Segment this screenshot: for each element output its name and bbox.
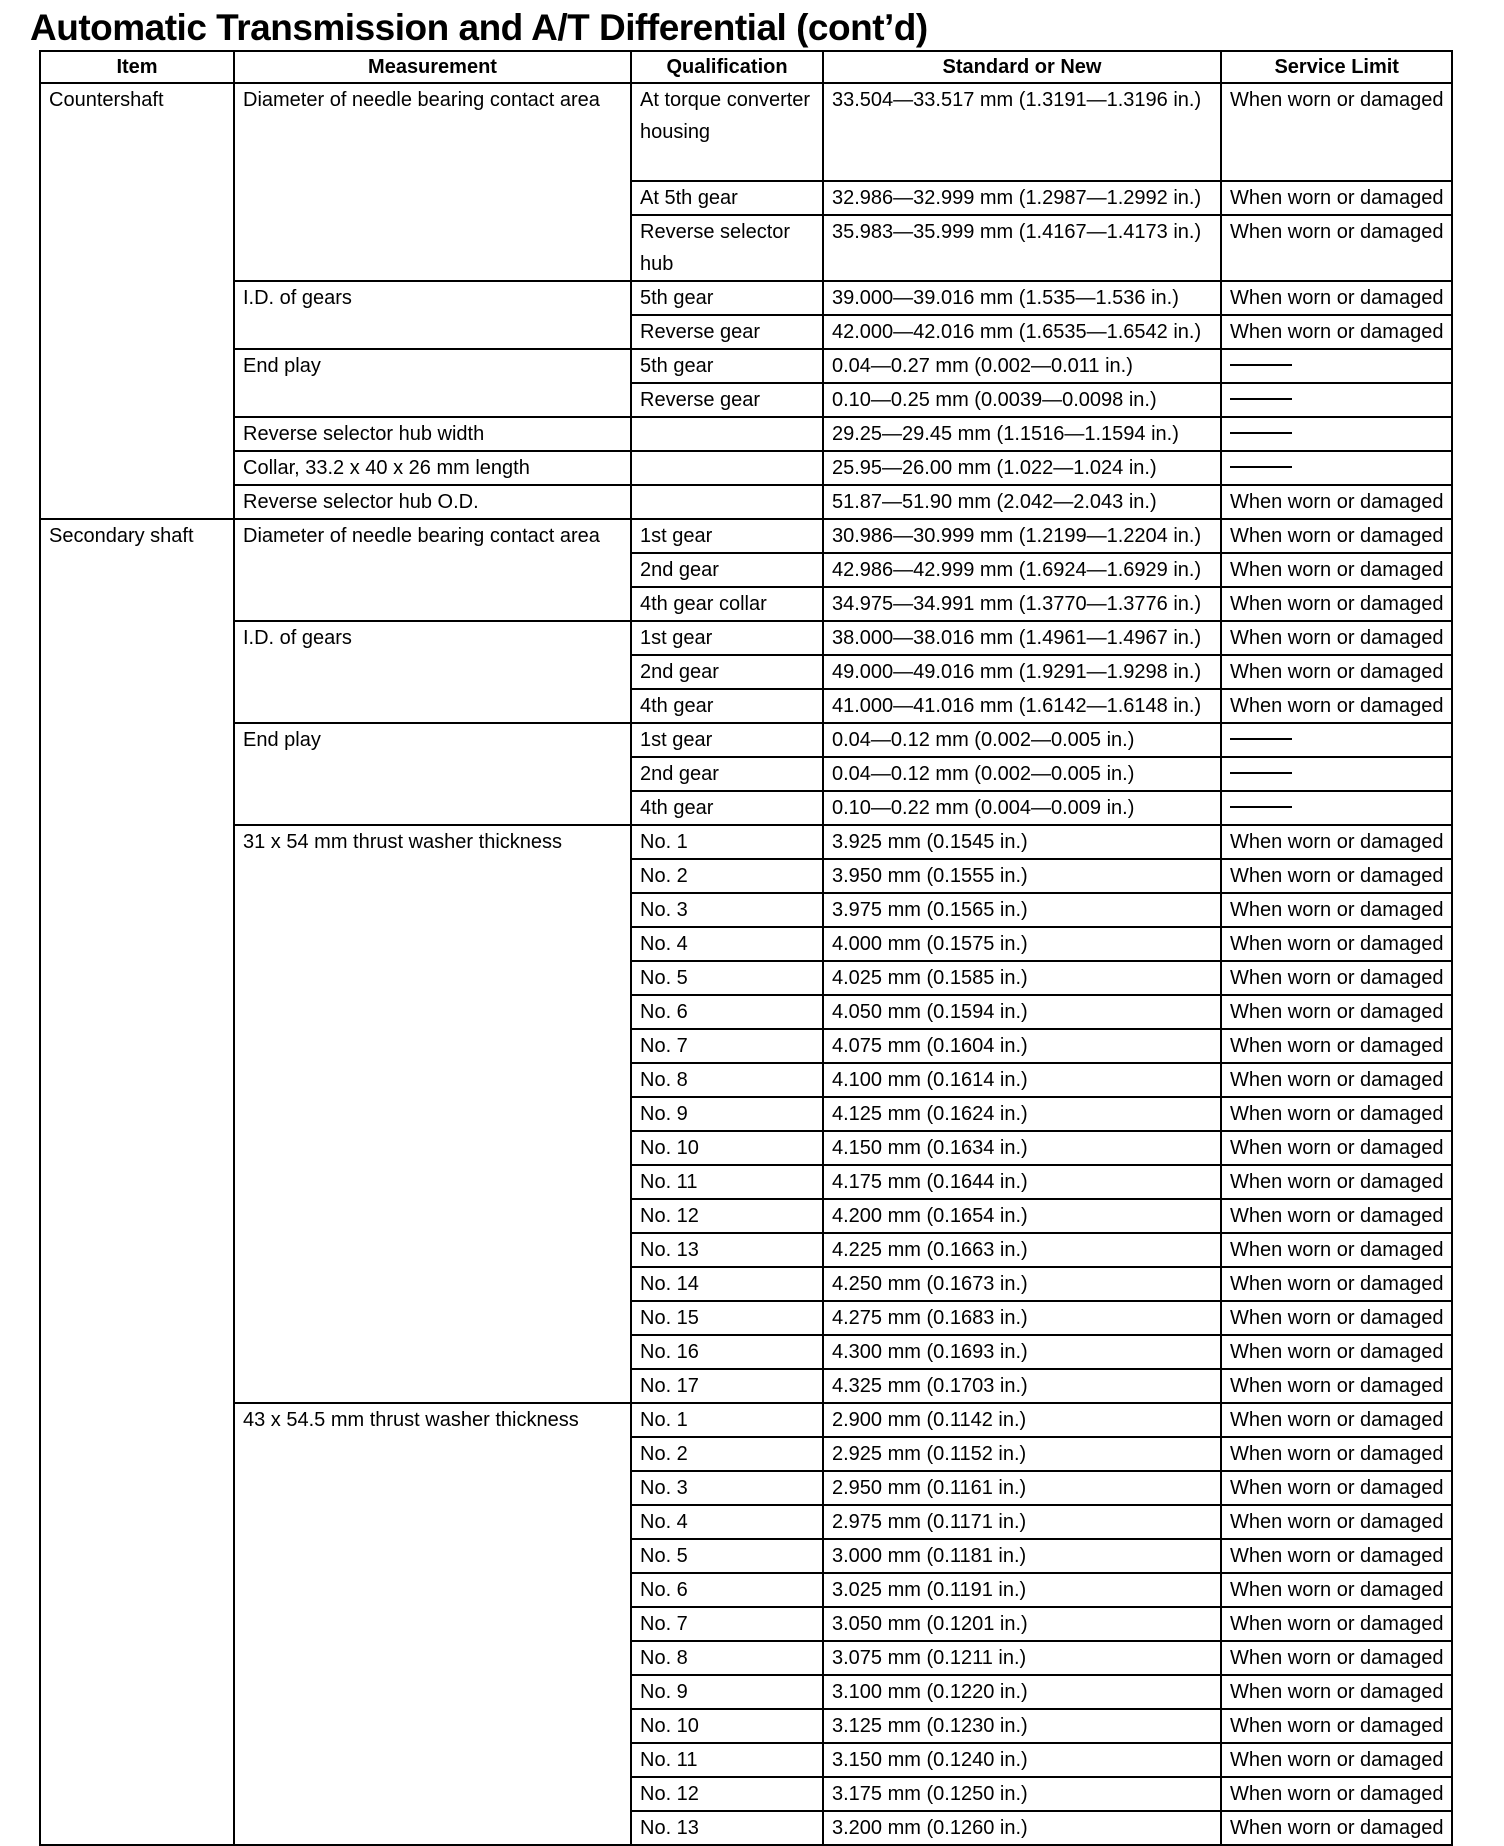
- service-limit-cell: When worn or damaged: [1221, 1743, 1452, 1777]
- measurement-cell: Reverse selector hub O.D.: [234, 485, 631, 519]
- measurement-cell: I.D. of gears: [234, 281, 631, 349]
- standard-value-cell: 4.000 mm (0.1575 in.): [823, 927, 1221, 961]
- qualification-cell: [631, 451, 823, 485]
- qualification-cell: Reverse selector hub: [631, 215, 823, 281]
- standard-value-cell: 3.950 mm (0.1555 in.): [823, 859, 1221, 893]
- service-limit-cell: When worn or damaged: [1221, 1675, 1452, 1709]
- qualification-cell: No. 16: [631, 1335, 823, 1369]
- standard-value-cell: 51.87—51.90 mm (2.042—2.043 in.): [823, 485, 1221, 519]
- standard-value-cell: 29.25—29.45 mm (1.1516—1.1594 in.): [823, 417, 1221, 451]
- service-limit-cell: When worn or damaged: [1221, 1811, 1452, 1845]
- standard-value-cell: 49.000—49.016 mm (1.9291—1.9298 in.): [823, 655, 1221, 689]
- table-row: [40, 723, 1452, 757]
- specifications-table: [39, 50, 1453, 1846]
- standard-value-cell: 2.900 mm (0.1142 in.): [823, 1403, 1221, 1437]
- standard-value-cell: 4.300 mm (0.1693 in.): [823, 1335, 1221, 1369]
- qualification-cell: No. 3: [631, 893, 823, 927]
- qualification-cell: At 5th gear: [631, 181, 823, 215]
- table-row: [40, 451, 1452, 485]
- service-limit-cell: When worn or damaged: [1221, 1641, 1452, 1675]
- service-limit-cell: When worn or damaged: [1221, 1607, 1452, 1641]
- table-row: [40, 485, 1452, 519]
- service-limit-cell: When worn or damaged: [1221, 689, 1452, 723]
- standard-value-cell: 4.325 mm (0.1703 in.): [823, 1369, 1221, 1403]
- standard-value-cell: 42.986—42.999 mm (1.6924—1.6929 in.): [823, 553, 1221, 587]
- qualification-cell: No. 12: [631, 1777, 823, 1811]
- item-cell: Countershaft: [40, 83, 234, 519]
- qualification-cell: No. 6: [631, 995, 823, 1029]
- service-limit-cell: When worn or damaged: [1221, 519, 1452, 553]
- qualification-cell: [631, 417, 823, 451]
- qualification-cell: No. 13: [631, 1233, 823, 1267]
- qualification-cell: 5th gear: [631, 349, 823, 383]
- qualification-cell: No. 1: [631, 1403, 823, 1437]
- service-limit-cell: [1221, 757, 1452, 791]
- service-limit-cell: [1221, 417, 1452, 451]
- service-limit-cell: When worn or damaged: [1221, 215, 1452, 281]
- qualification-cell: No. 8: [631, 1641, 823, 1675]
- service-limit-cell: When worn or damaged: [1221, 893, 1452, 927]
- service-limit-cell: When worn or damaged: [1221, 1131, 1452, 1165]
- qualification-cell: No. 8: [631, 1063, 823, 1097]
- qualification-cell: No. 9: [631, 1675, 823, 1709]
- service-limit-cell: When worn or damaged: [1221, 1267, 1452, 1301]
- qualification-cell: No. 17: [631, 1369, 823, 1403]
- table-row: [40, 417, 1452, 451]
- standard-value-cell: 4.225 mm (0.1663 in.): [823, 1233, 1221, 1267]
- service-limit-cell: When worn or damaged: [1221, 1573, 1452, 1607]
- qualification-cell: 5th gear: [631, 281, 823, 315]
- qualification-cell: 1st gear: [631, 519, 823, 553]
- qualification-cell: No. 7: [631, 1029, 823, 1063]
- service-limit-cell: When worn or damaged: [1221, 181, 1452, 215]
- qualification-cell: No. 11: [631, 1165, 823, 1199]
- service-limit-cell: When worn or damaged: [1221, 553, 1452, 587]
- qualification-cell: No. 1: [631, 825, 823, 859]
- table-row: [40, 621, 1452, 655]
- standard-value-cell: 0.10—0.25 mm (0.0039—0.0098 in.): [823, 383, 1221, 417]
- service-limit-cell: When worn or damaged: [1221, 1097, 1452, 1131]
- qualification-cell: No. 14: [631, 1267, 823, 1301]
- qualification-cell: 4th gear: [631, 791, 823, 825]
- standard-value-cell: 4.175 mm (0.1644 in.): [823, 1165, 1221, 1199]
- qualification-cell: No. 3: [631, 1471, 823, 1505]
- standard-value-cell: 3.100 mm (0.1220 in.): [823, 1675, 1221, 1709]
- service-limit-cell: When worn or damaged: [1221, 1471, 1452, 1505]
- service-limit-cell: When worn or damaged: [1221, 315, 1452, 349]
- service-limit-cell: When worn or damaged: [1221, 1369, 1452, 1403]
- standard-value-cell: 0.04—0.12 mm (0.002—0.005 in.): [823, 757, 1221, 791]
- standard-value-cell: 2.925 mm (0.1152 in.): [823, 1437, 1221, 1471]
- measurement-cell: Diameter of needle bearing contact area: [234, 83, 631, 281]
- standard-value-cell: 3.975 mm (0.1565 in.): [823, 893, 1221, 927]
- service-limit-cell: When worn or damaged: [1221, 1505, 1452, 1539]
- service-limit-cell: When worn or damaged: [1221, 587, 1452, 621]
- standard-value-cell: 30.986—30.999 mm (1.2199—1.2204 in.): [823, 519, 1221, 553]
- column-header-service-limit: Service Limit: [1221, 51, 1452, 83]
- standard-value-cell: 41.000—41.016 mm (1.6142—1.6148 in.): [823, 689, 1221, 723]
- standard-value-cell: 38.000—38.016 mm (1.4961—1.4967 in.): [823, 621, 1221, 655]
- column-header-standard: Standard or New: [823, 51, 1221, 83]
- page-title: Automatic Transmission and A/T Differential (cont’d): [30, 7, 928, 48]
- service-limit-cell: When worn or damaged: [1221, 1539, 1452, 1573]
- service-limit-cell: When worn or damaged: [1221, 927, 1452, 961]
- measurement-cell: End play: [234, 723, 631, 825]
- no-limit-dash: [1230, 466, 1292, 468]
- standard-value-cell: 3.150 mm (0.1240 in.): [823, 1743, 1221, 1777]
- service-limit-cell: When worn or damaged: [1221, 1709, 1452, 1743]
- standard-value-cell: 0.10—0.22 mm (0.004—0.009 in.): [823, 791, 1221, 825]
- no-limit-dash: [1230, 364, 1292, 366]
- standard-value-cell: 3.025 mm (0.1191 in.): [823, 1573, 1221, 1607]
- item-cell: Secondary shaft: [40, 519, 234, 1845]
- standard-value-cell: 4.125 mm (0.1624 in.): [823, 1097, 1221, 1131]
- table-row: [40, 349, 1452, 383]
- standard-value-cell: 3.125 mm (0.1230 in.): [823, 1709, 1221, 1743]
- no-limit-dash: [1230, 772, 1292, 774]
- service-limit-cell: When worn or damaged: [1221, 1199, 1452, 1233]
- qualification-cell: No. 2: [631, 1437, 823, 1471]
- qualification-cell: No. 4: [631, 1505, 823, 1539]
- column-header-qualification: Qualification: [631, 51, 823, 83]
- measurement-cell: I.D. of gears: [234, 621, 631, 723]
- standard-value-cell: 4.250 mm (0.1673 in.): [823, 1267, 1221, 1301]
- service-limit-cell: When worn or damaged: [1221, 1335, 1452, 1369]
- measurement-cell: End play: [234, 349, 631, 417]
- table-row: [40, 825, 1452, 859]
- standard-value-cell: 4.100 mm (0.1614 in.): [823, 1063, 1221, 1097]
- table-row: [40, 519, 1452, 553]
- service-limit-cell: When worn or damaged: [1221, 485, 1452, 519]
- standard-value-cell: 3.200 mm (0.1260 in.): [823, 1811, 1221, 1845]
- table-row: [40, 281, 1452, 315]
- service-limit-cell: When worn or damaged: [1221, 1403, 1452, 1437]
- service-limit-cell: When worn or damaged: [1221, 621, 1452, 655]
- standard-value-cell: 4.150 mm (0.1634 in.): [823, 1131, 1221, 1165]
- measurement-cell: 43 x 54.5 mm thrust washer thickness: [234, 1403, 631, 1845]
- service-limit-cell: When worn or damaged: [1221, 961, 1452, 995]
- service-limit-cell: [1221, 791, 1452, 825]
- service-limit-cell: When worn or damaged: [1221, 1165, 1452, 1199]
- qualification-cell: No. 2: [631, 859, 823, 893]
- service-limit-cell: When worn or damaged: [1221, 825, 1452, 859]
- service-limit-cell: When worn or damaged: [1221, 1029, 1452, 1063]
- qualification-cell: No. 5: [631, 961, 823, 995]
- service-limit-cell: When worn or damaged: [1221, 859, 1452, 893]
- standard-value-cell: 3.000 mm (0.1181 in.): [823, 1539, 1221, 1573]
- qualification-cell: [631, 485, 823, 519]
- service-limit-cell: [1221, 451, 1452, 485]
- service-limit-cell: When worn or damaged: [1221, 1777, 1452, 1811]
- measurement-cell: 31 x 54 mm thrust washer thickness: [234, 825, 631, 1403]
- standard-value-cell: 4.050 mm (0.1594 in.): [823, 995, 1221, 1029]
- service-limit-cell: When worn or damaged: [1221, 1437, 1452, 1471]
- qualification-cell: 1st gear: [631, 621, 823, 655]
- standard-value-cell: 3.050 mm (0.1201 in.): [823, 1607, 1221, 1641]
- service-limit-cell: When worn or damaged: [1221, 83, 1452, 181]
- qualification-cell: 4th gear: [631, 689, 823, 723]
- standard-value-cell: 2.950 mm (0.1161 in.): [823, 1471, 1221, 1505]
- qualification-cell: 2nd gear: [631, 553, 823, 587]
- standard-value-cell: 4.075 mm (0.1604 in.): [823, 1029, 1221, 1063]
- table-row: [40, 83, 1452, 181]
- standard-value-cell: 3.175 mm (0.1250 in.): [823, 1777, 1221, 1811]
- qualification-cell: 2nd gear: [631, 757, 823, 791]
- no-limit-dash: [1230, 398, 1292, 400]
- qualification-cell: 2nd gear: [631, 655, 823, 689]
- table-body: [40, 83, 1452, 1845]
- qualification-cell: No. 10: [631, 1131, 823, 1165]
- standard-value-cell: 3.075 mm (0.1211 in.): [823, 1641, 1221, 1675]
- table-header-row: [40, 51, 1452, 83]
- standard-value-cell: 25.95—26.00 mm (1.022—1.024 in.): [823, 451, 1221, 485]
- standard-value-cell: 4.025 mm (0.1585 in.): [823, 961, 1221, 995]
- no-limit-dash: [1230, 738, 1292, 740]
- qualification-cell: No. 6: [631, 1573, 823, 1607]
- service-limit-cell: When worn or damaged: [1221, 1233, 1452, 1267]
- qualification-cell: At torque converter housing: [631, 83, 823, 181]
- standard-value-cell: 0.04—0.12 mm (0.002—0.005 in.): [823, 723, 1221, 757]
- service-limit-cell: When worn or damaged: [1221, 655, 1452, 689]
- no-limit-dash: [1230, 432, 1292, 434]
- standard-value-cell: 4.275 mm (0.1683 in.): [823, 1301, 1221, 1335]
- standard-value-cell: 34.975—34.991 mm (1.3770—1.3776 in.): [823, 587, 1221, 621]
- standard-value-cell: 42.000—42.016 mm (1.6535—1.6542 in.): [823, 315, 1221, 349]
- service-limit-cell: When worn or damaged: [1221, 1301, 1452, 1335]
- standard-value-cell: 33.504—33.517 mm (1.3191—1.3196 in.): [823, 83, 1221, 181]
- qualification-cell: 4th gear collar: [631, 587, 823, 621]
- service-limit-cell: When worn or damaged: [1221, 281, 1452, 315]
- qualification-cell: Reverse gear: [631, 383, 823, 417]
- measurement-cell: Reverse selector hub width: [234, 417, 631, 451]
- qualification-cell: Reverse gear: [631, 315, 823, 349]
- service-limit-cell: When worn or damaged: [1221, 1063, 1452, 1097]
- qualification-cell: No. 13: [631, 1811, 823, 1845]
- qualification-cell: No. 11: [631, 1743, 823, 1777]
- service-limit-cell: [1221, 383, 1452, 417]
- measurement-cell: Diameter of needle bearing contact area: [234, 519, 631, 621]
- standard-value-cell: 3.925 mm (0.1545 in.): [823, 825, 1221, 859]
- no-limit-dash: [1230, 806, 1292, 808]
- standard-value-cell: 4.200 mm (0.1654 in.): [823, 1199, 1221, 1233]
- column-header-measurement: Measurement: [234, 51, 631, 83]
- qualification-cell: No. 10: [631, 1709, 823, 1743]
- qualification-cell: No. 9: [631, 1097, 823, 1131]
- qualification-cell: No. 7: [631, 1607, 823, 1641]
- service-limit-cell: [1221, 349, 1452, 383]
- standard-value-cell: 32.986—32.999 mm (1.2987—1.2992 in.): [823, 181, 1221, 215]
- qualification-cell: No. 5: [631, 1539, 823, 1573]
- column-header-item: Item: [40, 51, 234, 83]
- standard-value-cell: 39.000—39.016 mm (1.535—1.536 in.): [823, 281, 1221, 315]
- measurement-cell: Collar, 33.2 x 40 x 26 mm length: [234, 451, 631, 485]
- standard-value-cell: 2.975 mm (0.1171 in.): [823, 1505, 1221, 1539]
- standard-value-cell: 35.983—35.999 mm (1.4167—1.4173 in.): [823, 215, 1221, 281]
- qualification-cell: No. 4: [631, 927, 823, 961]
- service-limit-cell: [1221, 723, 1452, 757]
- qualification-cell: No. 12: [631, 1199, 823, 1233]
- standard-value-cell: 0.04—0.27 mm (0.002—0.011 in.): [823, 349, 1221, 383]
- service-limit-cell: When worn or damaged: [1221, 995, 1452, 1029]
- qualification-cell: No. 15: [631, 1301, 823, 1335]
- qualification-cell: 1st gear: [631, 723, 823, 757]
- table-row: [40, 1403, 1452, 1437]
